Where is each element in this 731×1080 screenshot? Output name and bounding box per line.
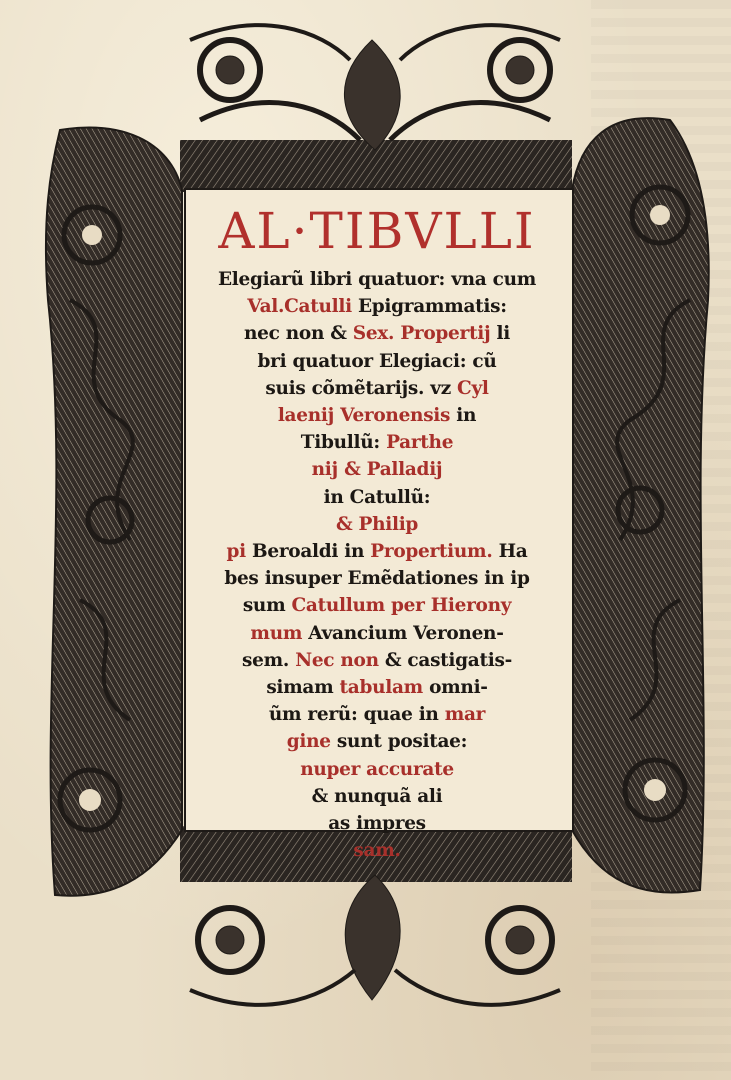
rubricated-text: sam. — [353, 840, 401, 862]
text-line — [184, 565, 570, 592]
rubricated-text: laenij Veronensis — [277, 405, 451, 427]
rubricated-text: mar — [444, 704, 486, 726]
rubricated-text: pi — [226, 541, 246, 563]
text-line — [184, 484, 570, 511]
black-text: bri quatuor Elegiaci: cũ — [257, 350, 497, 372]
text-line — [184, 674, 570, 701]
black-text: Beroaldi in — [245, 541, 371, 563]
rubricated-text: Nec non — [295, 649, 379, 671]
text-line — [184, 647, 570, 674]
text-line — [184, 402, 570, 429]
black-text: sem. — [242, 649, 296, 671]
black-text: Tibullũ: — [300, 432, 387, 454]
text-line — [184, 728, 570, 755]
text-line — [184, 592, 570, 619]
black-text: & castigatis- — [378, 649, 512, 671]
text-line — [184, 511, 570, 538]
rubricated-text: Catullum per Hierony — [291, 595, 512, 617]
black-text: ũm rerũ: quae in — [268, 704, 445, 726]
black-text: in Catullũ: — [323, 486, 431, 508]
rubricated-text: Propertium. — [370, 541, 493, 563]
black-text: sum — [242, 595, 292, 617]
black-text: li — [490, 323, 510, 345]
rubricated-text: Cyl — [457, 377, 489, 399]
black-text: omni- — [422, 677, 488, 699]
black-text: Epigrammatis: — [351, 296, 507, 318]
text-line — [184, 837, 570, 864]
main-title: AL·TIBVLLI — [218, 202, 536, 260]
rubricated-text: & Philip — [335, 513, 419, 535]
rubricated-text: Parthe — [386, 432, 454, 454]
body-lines — [184, 266, 570, 864]
rubricated-text: nij & Palladij — [311, 459, 443, 481]
text-line — [184, 266, 570, 293]
black-text: bes insuper Emẽdationes in ip — [224, 568, 530, 590]
black-text: as impres — [328, 813, 426, 835]
black-text: Elegiarũ libri quatuor: vna cum — [217, 269, 537, 290]
text-line — [184, 375, 570, 402]
black-text: nec non & — [244, 323, 353, 345]
text-line — [184, 348, 570, 375]
black-text: in — [450, 405, 477, 427]
title-text-block — [184, 196, 570, 864]
text-line — [184, 783, 570, 810]
black-text: & nunquã ali — [311, 785, 443, 807]
text-line — [184, 810, 570, 837]
rubricated-text: gine — [286, 731, 331, 753]
rubricated-text: tabulam — [339, 677, 423, 699]
black-text: sunt positae: — [330, 731, 468, 753]
black-text: simam — [266, 677, 340, 699]
text-line — [184, 756, 570, 783]
text-line — [184, 701, 570, 728]
text-line — [184, 456, 570, 483]
text-line — [184, 538, 570, 565]
text-line — [184, 320, 570, 347]
text-line — [184, 429, 570, 456]
rubricated-text: Sex. Propertij — [352, 323, 491, 345]
black-text: suis cõmẽtarijs. vz — [265, 377, 458, 399]
black-text: Avancium Veronen- — [302, 622, 504, 644]
rubricated-text: nuper accurate — [300, 758, 454, 780]
text-line — [184, 620, 570, 647]
rubricated-text: Val.Catulli — [247, 296, 352, 318]
text-line — [184, 293, 570, 320]
black-text: Ha — [492, 541, 528, 563]
rubricated-text: mum — [250, 622, 303, 644]
